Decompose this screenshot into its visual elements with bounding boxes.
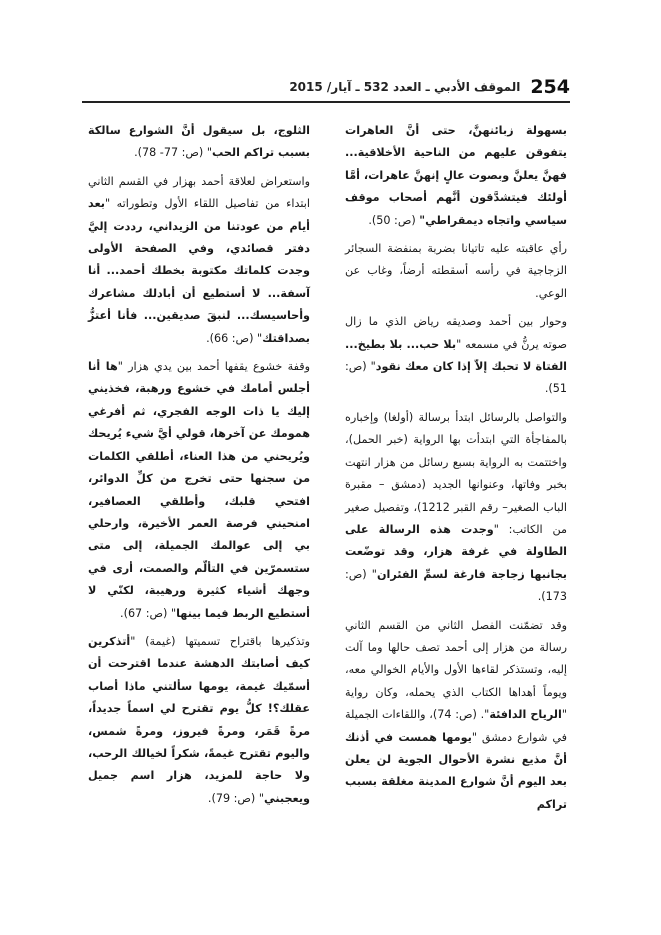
body-text: والتواصل بالرسائل ابتدأ برسالة (أولغا) وإخباره بالمفاجأة التي ابتدأت بها الرواية (خبر الحمل)، واختتمت به الرواية بسبع رسائل من هزار انتهت بخبر وفاتها، وعنوانها الجديد (دمشق – مقبرة الباب الصغير– رقم القبر 1212)، وتفصيل صغير من الكاتب: " bbox=[345, 410, 567, 536]
paragraph bbox=[345, 238, 567, 305]
citation: " (ص: 51). bbox=[345, 360, 567, 396]
citation: " (ص: 67). bbox=[120, 606, 177, 620]
paragraph bbox=[88, 356, 310, 625]
citation: " (ص: 173). bbox=[345, 567, 567, 604]
page-header bbox=[289, 74, 570, 100]
left-column bbox=[88, 120, 310, 816]
paragraph bbox=[88, 171, 310, 350]
quote: وجدت هذه الرسالة على الطاولة في غرفة هزار، وقد توضّعت بجانبها زجاجة فارغة لسمِّ الفئران bbox=[345, 522, 567, 581]
page-number: 254 bbox=[530, 76, 570, 98]
quote: يومها همست في أذنك أنَّ مذيع نشرة الأحوال الجوية لن يعلن بعد اليوم أنَّ شوارع المدينة مغلقة بسبب تراكم bbox=[345, 730, 567, 811]
citation: " (ص: 77- 78). bbox=[134, 146, 212, 160]
body-text: وتذكيرها باقتراح تسميتها (غيمة) " bbox=[130, 634, 310, 648]
paragraph bbox=[345, 615, 567, 817]
quote: بسهولة زبائنهنَّ، حتى أنَّ العاهرات يتفوقن عليهم من الناحية الأخلاقية... فهنَّ يعلنَّ وبصوت عالٍ إنهنَّ عاهرات، أمَّا أولئك فيتشدَّقون أنَّهم أصحاب موقف سياسي واتجاه ديمقراطي" bbox=[345, 124, 567, 227]
paragraph bbox=[345, 311, 567, 401]
issue-info: الموقف الأدبي ـ العدد 532 ـ آيار/ 2015 bbox=[289, 80, 521, 94]
citation: (ص: 50). bbox=[368, 213, 420, 227]
body-text: ". (ص: 74)، واللقاءات الجميلة في شوارع دمشق " bbox=[345, 708, 567, 744]
quote: أتذكرين كيف أصابتك الدهشة عندما اقترحت أن أسمّيك غيمة، يومها سألتني ماذا أصاب عقلك؟! كلُّ يوم تقترح لي اسماً جديداً، مرةً قَمَر، ومرةً فيروز، ومرةً شمس، واليوم تقترح غيمةً، شكراً لخيالك الرحب، ولا حاجة للمزيد، هزار اسم جميل ويعجبني bbox=[88, 634, 310, 805]
body-text: وقد تضمّنت الفصل الثاني من القسم الثاني رسالة من هزار إلى أحمد تصف حالها وما آلت إليه، وتستذكر لقاءها الأول والأيام الخوالي معه، ويوماً أهداها الكتاب الذي يحمله، وكان رواية " bbox=[345, 618, 567, 722]
body-text: رأي عاقبته عليه تاتيانا بضربة بمنفضة السجائر الزجاجية في رأسه أسقطته أرضاً، وغاب عن الوعي. bbox=[345, 242, 567, 300]
quote: بعد أيام من عودتنا من الزيداني، رددت إليَّ دفتر قصائدي، وفي الصفحة الأولى وجدت كلماتك مكتوبة بخطك أحمد... أنا آسفة... لا أستطيع أن أبادلك مشاعرك وأحاسيسك... لنبقَ صديقين... فأنا أعتزُّ بصداقتك bbox=[88, 197, 310, 345]
header-divider bbox=[82, 101, 570, 103]
right-column bbox=[345, 120, 567, 822]
body-text: واستعراض لعلاقة أحمد بهزار في القسم الثاني ابتداء من تفاصيل اللقاء الأول وتطوراته " bbox=[88, 174, 310, 211]
quote: بلا حب... بلا بطيخ... الفتاة لا تحبك إلاّ إذا كان معك نقود bbox=[345, 337, 567, 374]
paragraph bbox=[345, 407, 567, 609]
paragraph bbox=[88, 120, 310, 165]
citation: " (ص: 79). bbox=[207, 791, 264, 805]
citation: " (ص: 66). bbox=[206, 331, 263, 345]
body-text: وقفة خشوع يقفها أحمد بين يدي هزار " bbox=[117, 360, 310, 374]
paragraph bbox=[88, 631, 310, 810]
paragraph bbox=[345, 120, 567, 232]
quote: الرياح الدافئة bbox=[489, 708, 562, 722]
quote: ها أنا أجلس أمامك في خشوع ورهبة، فخذيني إليك يا ذات الوجه الفجري، ثم أفرغي همومك عن آخرها، قولي أيَّ شيء يُريحك ويُريحني من هذا العناء، أطلقي الكلمات من سجنها حتى تخرج من كلِّ الدوائر، افتحي قلبك، وأطلقي العصافير، امنحيني فرصة العمر الأخيرة، وارحلي بي إلى عوالمك الجميلة، إلى متى ستسمرّين في التألّم والصمت، أرى في وجهك أشياء كثيرة ورهيبة، لكنّي لا أستطيع الربط فيما بينها bbox=[88, 360, 310, 620]
body-text: وحوار بين أحمد وصديقه رياض الذي ما زال صوته يرنُّ في مسمعه " bbox=[345, 315, 567, 351]
quote: الثلوج، بل سيقول أنَّ الشوارع سالكة بسبب تراكم الحب bbox=[88, 124, 310, 160]
